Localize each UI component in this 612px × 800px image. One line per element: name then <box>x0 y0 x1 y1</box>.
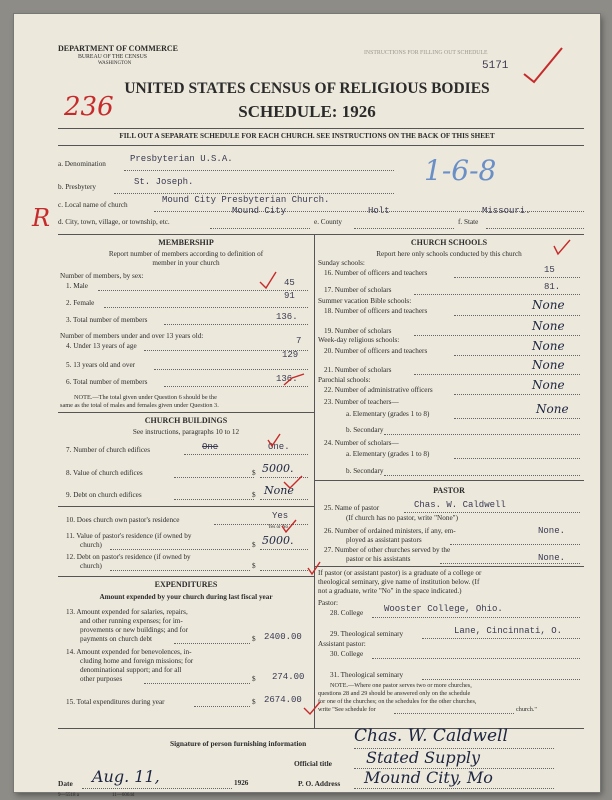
q8-value: 5000. <box>262 462 294 475</box>
red-check-q9-icon <box>284 476 302 488</box>
pastor-note-2: questions 28 and 29 should be answered only on the schedule <box>318 690 471 697</box>
q24-label: 24. Number of scholars— <box>324 439 399 447</box>
q25-note: (If church has no pastor, write "None") <box>346 514 458 522</box>
q24b-label: b. Secondary <box>346 467 384 475</box>
q12-label-2: church) <box>80 562 102 570</box>
q5-label: 5. 13 years old and over <box>66 361 136 369</box>
q22-value: None <box>532 378 565 392</box>
q11-value: 5000. <box>262 534 294 547</box>
expenditures-subtitle: Amount expended by your church during last fiscal year <box>99 593 273 601</box>
q14-label-4: other purposes <box>80 675 123 683</box>
schools-subtitle: Report here only schools conducted by this church <box>376 250 522 258</box>
q17-label: 17. Number of scholars <box>324 286 392 294</box>
city-value: Mound City <box>232 206 287 216</box>
form-number: 9—5518 a <box>58 793 79 798</box>
q10-label: 10. Does church own pastor's residence <box>66 516 180 524</box>
red-check-q6-icon <box>284 374 304 385</box>
q23a-value: None <box>536 402 569 416</box>
q10-value: Yes <box>272 511 289 521</box>
state-label: f. State <box>458 218 479 226</box>
signature-label: Signature of person furnishing information <box>170 739 307 748</box>
red-check-q11-icon <box>282 520 296 532</box>
local-name-value: Mound City Presbyterian Church. <box>162 195 330 205</box>
sunday-schools-label: Sunday schools: <box>318 259 365 267</box>
q4-label: 4. Under 13 years of age <box>66 342 137 350</box>
weekday-schools-label: Week-day religious schools: <box>318 336 400 344</box>
q1-value: 45 <box>284 278 295 288</box>
expenditures-title: EXPENDITURES <box>154 580 218 589</box>
q13-label-4: payments on church debt <box>80 635 153 643</box>
q2-value: 91 <box>284 291 295 301</box>
q4-value: 7 <box>296 336 302 346</box>
q11-label-1: 11. Value of pastor's residence (if owned by <box>66 532 192 540</box>
q28-value: Wooster College, Ohio. <box>384 604 503 614</box>
red-check-q1-icon <box>260 272 276 288</box>
q18-label: 18. Number of officers and teachers <box>324 307 428 315</box>
q7-label: 7. Number of church edifices <box>66 446 151 454</box>
q20-value: None <box>532 339 565 353</box>
pastor-note-1: NOTE.—Where one pastor serves two or more churches, <box>330 682 472 689</box>
q14-value: 274.00 <box>272 672 305 682</box>
q18-value: None <box>532 298 565 312</box>
q16-value: 15 <box>544 265 555 275</box>
q28-label: 28. College <box>330 609 364 617</box>
pastor-subheading: Pastor: <box>318 599 338 607</box>
q12-label-1: 12. Debt on pastor's residence (if owned by <box>66 553 191 561</box>
pastor-note-4: write "See schedule for <box>318 706 376 713</box>
q26-value: None. <box>538 526 566 536</box>
q26-label-1: 26. Number of ordained ministers, if any, em- <box>324 527 456 535</box>
department-name: DEPARTMENT OF COMMERCE <box>58 44 179 53</box>
county-label: e. County <box>314 218 342 226</box>
membership-note-1: NOTE.—The total given under Question 6 should be the <box>74 394 217 401</box>
presbytery-value: St. Joseph. <box>134 177 194 187</box>
date-year: 1926 <box>234 779 249 787</box>
q26-label-2: ployed as assistant pastors <box>346 536 422 544</box>
official-title-value: Stated Supply <box>366 748 481 767</box>
q27-value: None. <box>538 553 566 563</box>
pastor-note-5: church." <box>516 706 537 713</box>
age-label: Number of members under and over 13 years old: <box>60 332 204 340</box>
q1-label: 1. Male <box>66 282 88 290</box>
q23b-label: b. Secondary <box>346 426 384 434</box>
membership-intro-1: Report number of members according to definition of <box>108 250 264 258</box>
q24a-label: a. Elementary (grades 1 to 8) <box>346 450 430 458</box>
q31-label: 31. Theological seminary <box>330 671 404 679</box>
po-address-value: Mound City, Mo <box>364 768 493 787</box>
q7-value: One. <box>268 442 290 452</box>
local-name-label: c. Local name of church <box>58 201 128 209</box>
official-title-label: Official title <box>294 759 332 768</box>
q17-value: 81. <box>544 282 561 292</box>
red-margin-mark: R <box>32 204 51 232</box>
schedule-number-stamp: 5171 <box>482 60 509 72</box>
city-label: d. City, town, village, or township, etc. <box>58 218 170 226</box>
q5-value: 129 <box>282 350 299 360</box>
denomination-value: Presbyterian U.S.A. <box>130 154 233 164</box>
signature-value: Chas. W. Caldwell <box>354 726 508 746</box>
red-check-schools-icon <box>554 240 570 254</box>
pastor-instruction-2: theological seminary, give name of institution below. (If <box>318 578 480 586</box>
q15-label: 15. Total expenditures during year <box>66 698 165 706</box>
presbytery-label: b. Presbytery <box>58 183 96 191</box>
q13-value: 2400.00 <box>264 632 302 642</box>
q13-label-3: provements or new buildings; and for <box>80 626 188 634</box>
state-value: Missouri. <box>482 206 531 216</box>
bureau-name: BUREAU OF THE CENSUS <box>78 54 147 60</box>
blue-handwritten-mark: 1-6-8 <box>424 154 497 187</box>
form-title: UNITED STATES CENSUS OF RELIGIOUS BODIES <box>124 80 490 97</box>
red-check-q15-icon <box>304 702 320 714</box>
q11-label-2: church) <box>80 541 102 549</box>
city-name: WASHINGTON <box>98 61 132 66</box>
red-check-q7-icon <box>268 434 280 446</box>
q23a-label: a. Elementary (grades 1 to 8) <box>346 410 430 418</box>
buildings-subtitle: See instructions, paragraphs 10 to 12 <box>132 428 240 436</box>
q25-value: Chas. W. Caldwell <box>414 500 506 510</box>
q20-label: 20. Number of officers and teachers <box>324 347 428 355</box>
q2-label: 2. Female <box>66 299 95 307</box>
q8-label: 8. Value of church edifices <box>66 469 143 477</box>
membership-intro-2: member in your church <box>152 259 220 267</box>
q21-label: 21. Number of scholars <box>324 366 392 374</box>
q13-label-2: and other running expenses; for im- <box>80 617 183 625</box>
census-form: DEPARTMENT OF COMMERCE BUREAU OF THE CENSUS WASHINGTON INSTRUCTIONS FOR FILLING OUT SCHEDULE 5171 236 UNITED STATES CENSUS OF RELIGIOUS BODIES SCHEDULE: 1926 FILL OUT A SEPARATE SCHEDULE FOR EACH CHURCH. SEE INSTRUCTIONS ON THE BACK OF THIS SHEET a. Denomination Presbyterian U.S.A. 1-6-8 b. Presbytery St. Joseph. c. Local name of church Mound City Presbyterian Church. d. City, town, village, or township, etc. Mound City e. County Holt f. State Missouri. R MEMBERSHIP Report number of members according to definition of member in your church Number of members, by sex: 1. Male 45 2. Female 91 3. Total number of members 136. Number of members under and over 13 years old: 4. Under 13 years of age 7 129 5. 13 years old and over 6. Total number of members 136. NOTE.—The total given under Question 6 should be the same as the total of males and females given under Question 3. CHURCH BUILDINGS See instructions, paragraphs 10 to 12 7. Number of church edifices One One. 8. Value of church edifices $ 5000. 9. Debt on church edifices $ None 10. Does church own pastor's residence Yes Yes or No 11. Value of pastor's residence (if owned by church) $ 5000. 12. Debt on pastor's residence (if owned by church) $ EXPENDITURES Amount expended by your church during last fiscal year 13. Amount expended for salaries, repairs, and other running expenses; for im- provements or new buildings; and for payments on church debt $ 2400.00 14. Amount expended for benevolences, in- cluding home and foreign missions; for denominational support; and for all other purposes $ 274.00 15. Total expenditures during year $ 2674.00 CHURCH SCHOOLS Report here only schools conducted by this church Sunday schools: 16. Number of officers and teachers 15 17. Number of scholars 81. Summer vacation Bible schools: 18. Number of officers and teachers None 19. Number of scholars None Week-day religious schools: 20. Number of officers and teachers None 21. Number of scholars None Parochial schools: 22. Number of administrative officers None 23. Number of teachers— a. Elementary (grades 1 to 8) None b. Secondary 24. Number of scholars— a. Elementary (grades 1 to 8) b. Secondary PASTOR 25. Name of pastor Chas. W. Caldwell (If church has no pastor, write "None") 26. Number of ordained ministers, if any, em- ployed as assistant pastors None. 27. Number of other churches served by the pastor or his assistants None. If pastor (or assistant pastor) is a graduate of a college or theological seminary, give name of institution below. (If not a graduate, write "No" in the space indicated.) Pastor: 28. College Wooster College, Ohio. 29. Theological seminary Lane, Cincinnati, O. Assistant pastor: 30. College 31. Theological seminary NOTE.—Where one pastor serves two or more churches, questions 28 and 29 should be answered only on the schedule for one of the churches; on the schedules for the other churches, write "See schedule for church." Signature of person furnishing information Chas. W. Caldwell Official title Stated Supply Date Aug. 11, 1926 P. O. Address Mound City, Mo 9—5518 a 11—6064d <box>14 14 600 792</box>
q14-label-2: cluding home and foreign missions; for <box>80 657 194 665</box>
q16-label: 16. Number of officers and teachers <box>324 269 428 277</box>
buildings-title: CHURCH BUILDINGS <box>144 416 228 425</box>
q6-value: 136. <box>276 374 298 384</box>
q22-label: 22. Number of administrative officers <box>324 386 433 394</box>
q23-label: 23. Number of teachers— <box>324 398 399 406</box>
q19-value: None <box>532 319 565 333</box>
yes-no-caption: Yes or No <box>268 525 289 530</box>
q15-value: 2674.00 <box>264 695 302 705</box>
q14-label-3: denominational support; and for all <box>80 666 182 674</box>
q27-label-2: pastor or his assistants <box>346 555 411 563</box>
q13-label-1: 13. Amount expended for salaries, repairs, <box>66 608 188 616</box>
q30-label: 30. College <box>330 650 364 658</box>
red-check-q13-icon <box>308 562 320 574</box>
q9-label: 9. Debt on church edifices <box>66 491 142 499</box>
parochial-schools-label: Parochial schools: <box>318 376 371 384</box>
q3-label: 3. Total number of members <box>66 316 148 324</box>
form-number-2: 11—6064d <box>112 793 135 798</box>
pastor-instruction-3: not a graduate, write "No" in the space indicated.) <box>318 587 462 595</box>
red-handwritten-number: 236 <box>64 92 114 122</box>
q3-value: 136. <box>276 312 298 322</box>
q29-label: 29. Theological seminary <box>330 630 404 638</box>
red-check-marks <box>14 14 600 792</box>
schedule-title: SCHEDULE: 1926 <box>238 102 376 121</box>
q29-value: Lane, Cincinnati, O. <box>454 626 563 636</box>
date-value: Aug. 11, <box>92 767 160 786</box>
q6-label: 6. Total number of members <box>66 378 148 386</box>
q21-value: None <box>532 358 565 372</box>
q14-label-1: 14. Amount expended for benevolences, in- <box>66 648 192 656</box>
membership-title: MEMBERSHIP <box>158 238 214 247</box>
pastor-instruction-1: If pastor (or assistant pastor) is a graduate of a college or <box>318 569 482 577</box>
pastor-note-3: for one of the churches; on the schedules for the other churches, <box>318 698 477 705</box>
summer-schools-label: Summer vacation Bible schools: <box>318 297 412 305</box>
denomination-label: a. Denomination <box>58 160 106 168</box>
po-address-label: P. O. Address <box>298 779 341 788</box>
q25-label: 25. Name of pastor <box>324 504 380 512</box>
county-value: Holt <box>368 206 390 216</box>
date-label: Date <box>58 779 73 788</box>
schools-title: CHURCH SCHOOLS <box>410 238 488 247</box>
membership-note-2: same as the total of males and females given under Question 3. <box>60 402 219 409</box>
assistant-pastor-subheading: Assistant pastor: <box>318 640 366 648</box>
instruction-line: FILL OUT A SEPARATE SCHEDULE FOR EACH CHURCH. SEE INSTRUCTIONS ON THE BACK OF THIS SHEET <box>119 132 495 140</box>
pastor-title: PASTOR <box>433 486 465 495</box>
bleed-through-text: INSTRUCTIONS FOR FILLING OUT SCHEDULE <box>364 50 488 56</box>
q7-value-struck: One <box>202 442 219 452</box>
q9-value: None <box>264 484 294 497</box>
q19-label: 19. Number of scholars <box>324 327 392 335</box>
q27-label-1: 27. Number of other churches served by the <box>324 546 451 554</box>
by-sex-label: Number of members, by sex: <box>60 272 144 280</box>
